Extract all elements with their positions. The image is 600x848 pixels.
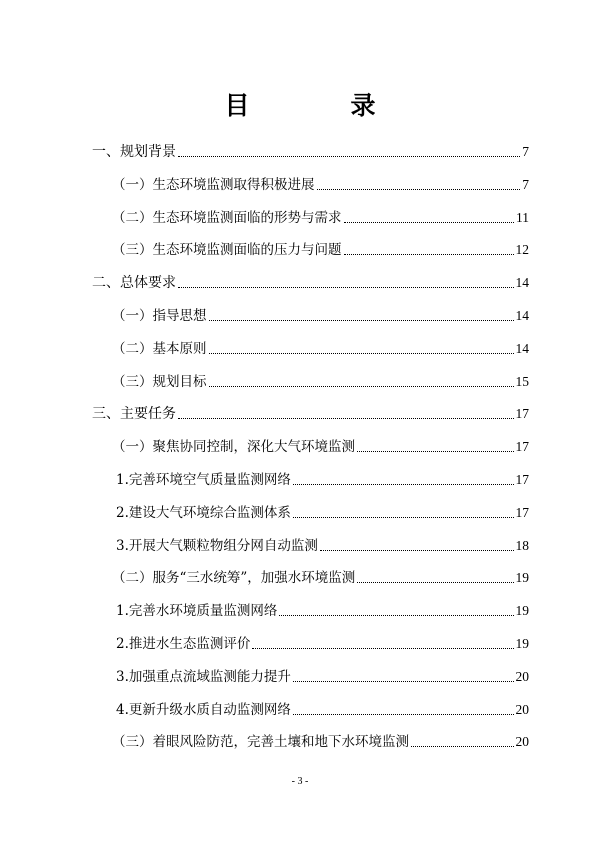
toc-entry-label: （一）聚焦协同控制，深化大气环境监测 <box>112 439 355 456</box>
toc-entry[interactable] <box>112 171 529 193</box>
toc-entry-label: 二、总体要求 <box>92 275 176 292</box>
toc-entry[interactable] <box>116 532 529 554</box>
toc-entry[interactable] <box>116 466 529 488</box>
toc-leader-dots <box>344 253 514 255</box>
toc-leader-dots <box>178 286 514 288</box>
toc-entry-label: （二）服务“三水统筹”，加强水环境监测 <box>112 570 356 587</box>
toc-leader-dots <box>344 221 515 223</box>
toc-entry[interactable] <box>116 630 529 652</box>
toc-entry[interactable] <box>112 335 529 357</box>
toc-title: 目 录 <box>224 91 414 120</box>
toc-entry-page: 20 <box>515 701 529 717</box>
toc-leader-dots <box>209 385 514 387</box>
toc-entry[interactable] <box>116 597 529 619</box>
toc-entry-page: 17 <box>515 439 529 455</box>
toc-entry-label: 2.推进水生态监测评价 <box>116 636 251 652</box>
toc-leader-dots <box>411 745 514 747</box>
toc-entry-label: 2.建设大气环境综合监测体系 <box>116 504 291 521</box>
toc-entry-page: 14 <box>515 308 529 323</box>
toc-entry-label: 3.加强重点流域监测能力提升 <box>116 668 291 685</box>
toc-entry-page: 17 <box>515 406 529 422</box>
toc-leader-dots <box>293 516 514 518</box>
toc-leader-dots <box>357 450 514 452</box>
toc-entry-label: 3.开展大气颗粒物组分网自动监测 <box>116 537 318 554</box>
toc-entry-page: 20 <box>515 668 529 684</box>
toc-entry-page: 12 <box>515 242 529 258</box>
page-number: - 3 - <box>291 776 309 787</box>
toc-entry[interactable] <box>112 564 529 586</box>
toc-leader-dots <box>293 713 514 715</box>
toc-entry-label: 三、主要任务 <box>92 406 176 423</box>
toc-entry-label: 4.更新升级水质自动监测网络 <box>116 701 291 718</box>
toc-entry-page: 14 <box>515 275 529 291</box>
toc-leader-dots <box>178 417 514 419</box>
toc-entry-page: 19 <box>515 603 529 619</box>
toc-entry-label: （二）生态环境监测面临的形势与需求 <box>112 209 342 226</box>
toc-entry[interactable] <box>116 499 529 521</box>
toc-entry-label: （三）着眼风险防范，完善土壤和地下水环境监测 <box>112 734 409 751</box>
toc-entry-page: 19 <box>515 636 529 651</box>
toc-entry-page: 14 <box>515 340 529 356</box>
toc-entry[interactable] <box>112 728 529 750</box>
toc-entry-page: 18 <box>515 537 529 553</box>
toc-entry-page: 20 <box>515 734 529 750</box>
toc-entry-label: 1.完善水环境质量监测网络 <box>116 603 278 620</box>
toc-leader-dots <box>293 680 514 682</box>
toc-entry-page: 17 <box>515 472 529 487</box>
toc-leader-dots <box>209 319 514 321</box>
toc-entry-page: 19 <box>515 570 529 586</box>
toc-entry-page: 7 <box>522 176 529 192</box>
toc-leader-dots <box>317 188 521 190</box>
toc-entry[interactable] <box>92 400 529 422</box>
toc-entry[interactable] <box>116 696 529 718</box>
toc-entry-label: （三）生态环境监测面临的压力与问题 <box>112 242 342 259</box>
toc-leader-dots <box>357 581 513 583</box>
toc-leader-dots <box>252 647 513 649</box>
toc-entry[interactable] <box>92 269 529 291</box>
toc-leader-dots <box>209 352 514 354</box>
toc-entry[interactable] <box>92 138 529 160</box>
toc-entry[interactable] <box>112 204 529 226</box>
toc-entry[interactable] <box>116 663 529 685</box>
toc-entry-label: 1.完善环境空气质量监测网络 <box>116 472 291 488</box>
toc-entry-page: 7 <box>522 144 529 159</box>
toc-entry-label: （一）指导思想 <box>112 308 207 324</box>
toc-entry[interactable] <box>112 368 529 390</box>
toc-leader-dots <box>293 483 514 485</box>
toc-entry[interactable] <box>112 236 529 258</box>
toc-entry-label: （三）规划目标 <box>112 373 207 390</box>
toc-entry[interactable] <box>112 433 529 455</box>
toc-leader-dots <box>279 614 513 616</box>
toc-leader-dots <box>178 155 520 157</box>
toc-entry[interactable] <box>112 302 529 324</box>
toc-entry-label: （一）生态环境监测取得积极进展 <box>112 176 315 193</box>
toc-entry-page: 17 <box>515 504 529 520</box>
toc-entry-page: 15 <box>515 373 529 389</box>
toc-entry-page: 11 <box>516 209 529 225</box>
toc-entry-label: 一、规划背景 <box>92 144 176 160</box>
toc-entry-label: （二）基本原则 <box>112 340 207 357</box>
toc-leader-dots <box>320 549 514 551</box>
